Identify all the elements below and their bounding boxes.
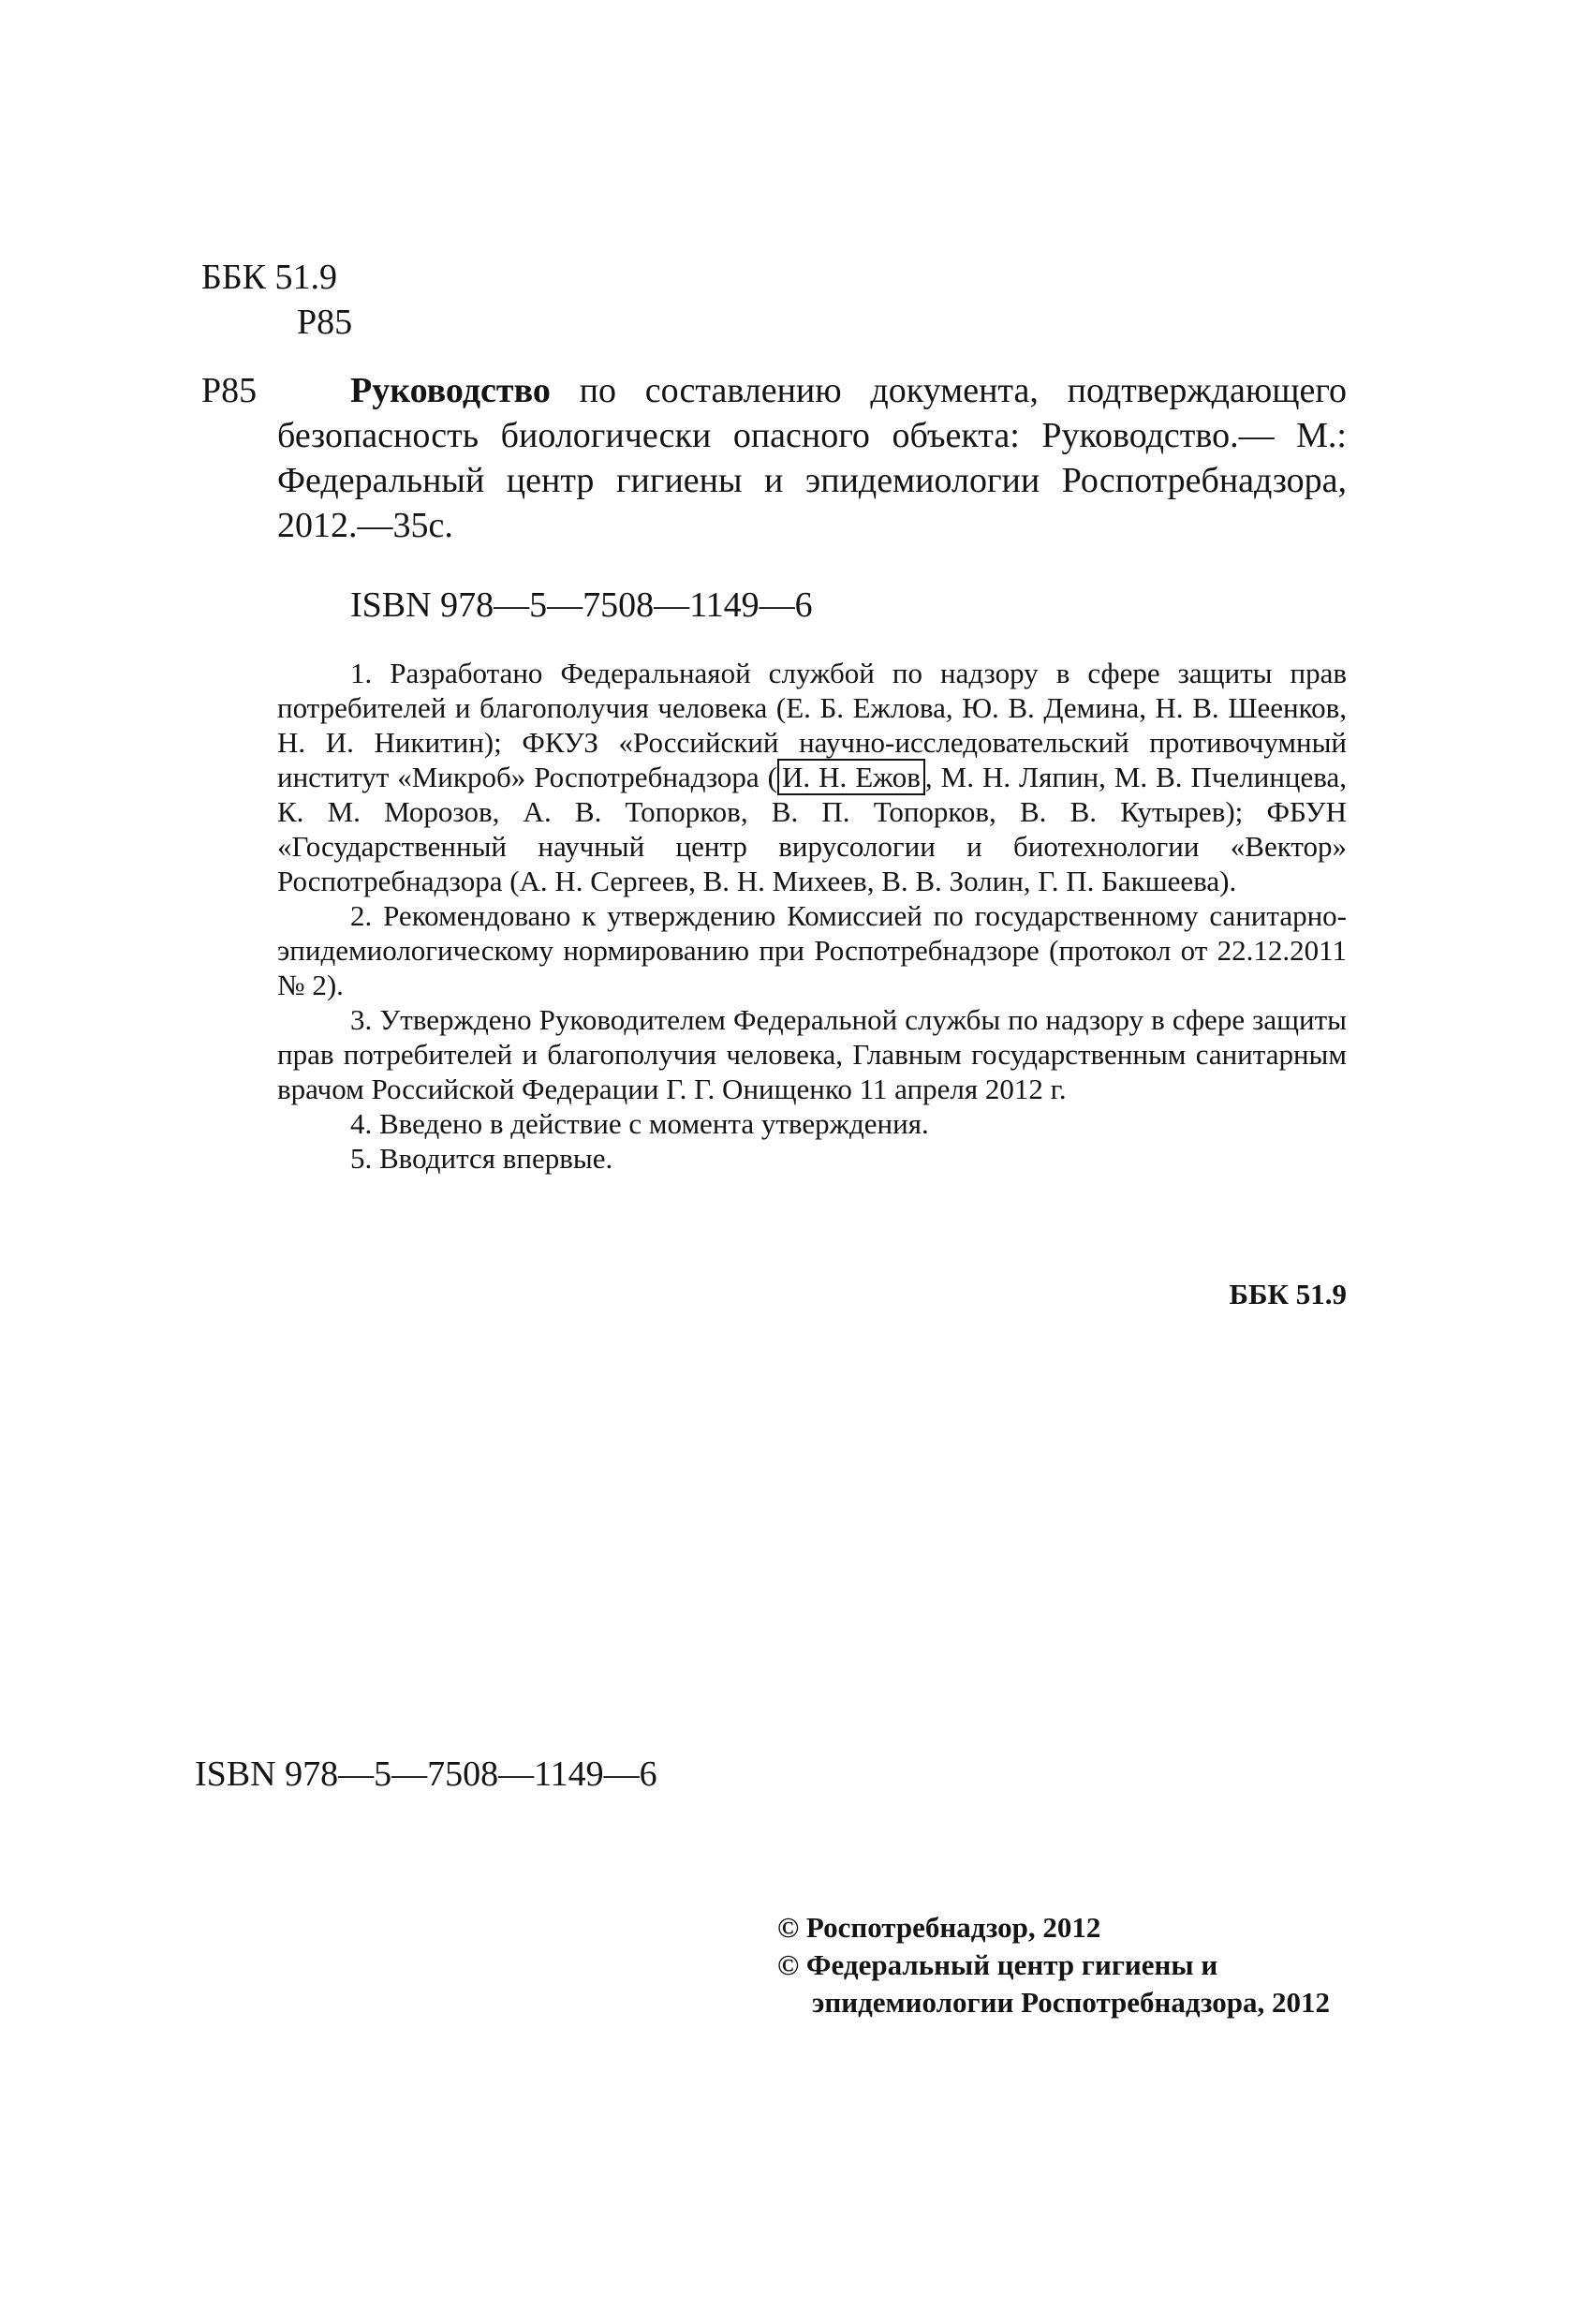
note-2: 2. Рекомендовано к утверждению Комиссией по государственному санитарно-эпидемиологическому нормированию при Роспотребнадзоре (протокол от 22.12.2011 № 2).	[277, 899, 1347, 1001]
note-1	[277, 656, 1347, 898]
author-mark: Р85	[297, 303, 353, 342]
isbn-top: ISBN 978—5—7508—1149—6	[350, 585, 813, 625]
bbk-header	[201, 255, 352, 345]
note-1-before: 1. Разработано Федеральнаяой службой по надзору в сфере защиты прав потребителей и благополучия человека (Е. Б. Ежлова, Ю. В. Демина, Н. В. Шеенков, Н. И. Никитин); ФКУЗ «Российский научно-исследовательский противочумный институт «Микроб» Роспотребнадзора (	[277, 657, 1347, 793]
copyright-block	[777, 1909, 1330, 2021]
note-5: 5. Вводится впервые.	[350, 1142, 613, 1175]
annotation-text: по составлению документа, подтверждающего безопасность биологически опасного объекта: Руководство.— М.: Федеральный центр гигиены и эпидемиологии Роспотребнадзора, 2012.—35с.	[277, 371, 1347, 545]
isbn-bottom: ISBN 978—5—7508—1149—6	[195, 1754, 657, 1794]
bbk-right: ББК 51.9	[1229, 1278, 1347, 1310]
annotation-title: Руководство	[350, 371, 551, 410]
note-4: 4. Введено в действие с момента утверждения.	[350, 1107, 929, 1140]
note-3: 3. Утверждено Руководителем Федеральной службы по надзору в сфере защиты прав потребителей и благополучия человека, Главным государственным санитарным врачом Российской Федерации Г. Г. Онищенко 11 апреля 2012 г.	[277, 1003, 1347, 1105]
copyright-line-3: эпидемиологии Роспотребнадзора, 2012	[812, 1986, 1330, 2019]
annotation-mark: Р85	[201, 371, 258, 410]
copyright-line-2: © Федеральный центр гигиены и	[777, 1948, 1218, 1981]
bibliographic-annotation	[277, 368, 1347, 548]
copyright-line-1: © Роспотребнадзор, 2012	[777, 1911, 1101, 1944]
boxed-name: И. Н. Ежов	[777, 759, 925, 795]
note-1-after: , М. Н. Ляпин, М. В. Пчелинцева, К. М. Морозов, А. В. Топорков, В. П. Топорков, В. В. Кутырев); ФБУН «Государственный научный центр вирусологии и биотехнологии «Вектор» Роспотребнадзора (А. Н. Сергеев, В. Н. Михеев, В. В. Золин, Г. П. Бакшеева).	[277, 761, 1347, 897]
publication-notes	[277, 656, 1347, 1176]
bbk-code: ББК 51.9	[201, 258, 337, 297]
